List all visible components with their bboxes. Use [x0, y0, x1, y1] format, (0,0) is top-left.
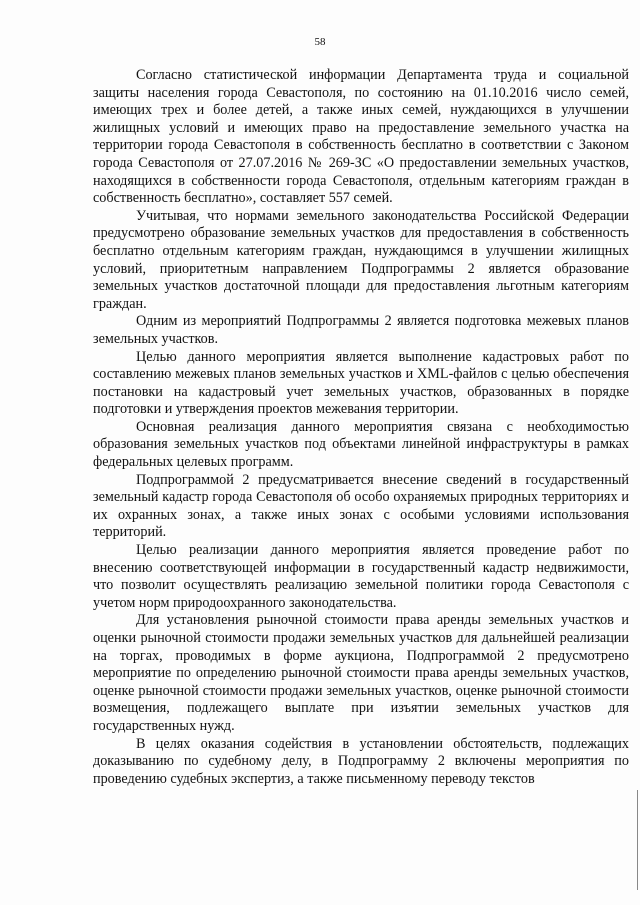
paragraph-cadastral-works-goal: Целью данного мероприятия является выполнение кадастровых работ по составлению межевых планов земельных участков и XML-файлов с целью обеспечения постановки на кадастровый учет земельных участков, образованных в порядке подготовки и утверждения проектов межевания территории. — [93, 348, 629, 418]
page-number: 58 — [314, 36, 326, 48]
paragraph-court-expertise: В целях оказания содействия в установлении обстоятельств, подлежащих доказыванию по судебному делу, в Подпрограмму 2 включены мероприятия по проведению судебных экспертиз, а также письменному переводу текстов — [93, 735, 629, 787]
scan-edge-line — [637, 790, 638, 890]
paragraph-legislation-priority: Учитывая, что нормами земельного законодательства Российской Федерации предусмотрено образование земельных участков для предоставления в собственность бесплатно отдельным категориям граждан, нуждающимся в улучшении жилищных условий, приоритетным направлением Подпрограммы 2 является образование земельных участков достаточной площади для предоставления льготным категориям граждан. — [93, 207, 629, 312]
body-text — [93, 67, 629, 788]
paragraph-market-valuation: Для установления рыночной стоимости права аренды земельных участков и оценки рыночной стоимости продажи земельных участков для дальнейшей реализации на торгах, проводимых в форме аукциона, Подпрограммой 2 предусмотрено мероприятие по определению рыночной стоимости права аренды земельных участков, оценке рыночной стоимости продажи земельных участков, оценке рыночной стоимости возмещения, подлежащего выплате при изъятии земельных участков для государственных нужд. — [93, 612, 629, 734]
paragraph-boundary-plans: Одним из мероприятий Подпрограммы 2 является подготовка межевых планов земельных участков. — [93, 313, 629, 347]
paragraph-statistics: Согласно статистической информации Департамента труда и социальной защиты населения города Севастополя, по состоянию на 01.10.2016 число семей, имеющих трех и более детей, а также иных семей, нуждающихся в улучшении жилищных условий и имеющих право на предоставление земельного участка на территории города Севастополя в собственность бесплатно в соответствии с Законом города Севастополя от 27.07.2016 № 269-ЗС «О предоставлении земельных участков, находящихся в собственности города Севастополя, отдельным категориям граждан в собственность бесплатно», составляет 557 семей. — [93, 67, 629, 207]
paragraph-linear-infrastructure: Основная реализация данного мероприятия связана с необходимостью образования земельных участков под объектами линейной инфраструктуры в рамках федеральных целевых программ. — [93, 418, 629, 471]
paragraph-cadastre-info: Целью реализации данного мероприятия является проведение работ по внесению соответствующей информации в государственный кадастр недвижимости, что позволит осуществлять реализацию земельной политики города Севастополя с учетом норм природоохранного законодательства. — [93, 542, 629, 611]
paragraph-protected-areas: Подпрограммой 2 предусматривается внесение сведений в государственный земельный кадастр города Севастополя об особо охраняемых природных территориях и их охранных зонах, а также иных зонах с особыми условиями использования территорий. — [93, 471, 629, 541]
